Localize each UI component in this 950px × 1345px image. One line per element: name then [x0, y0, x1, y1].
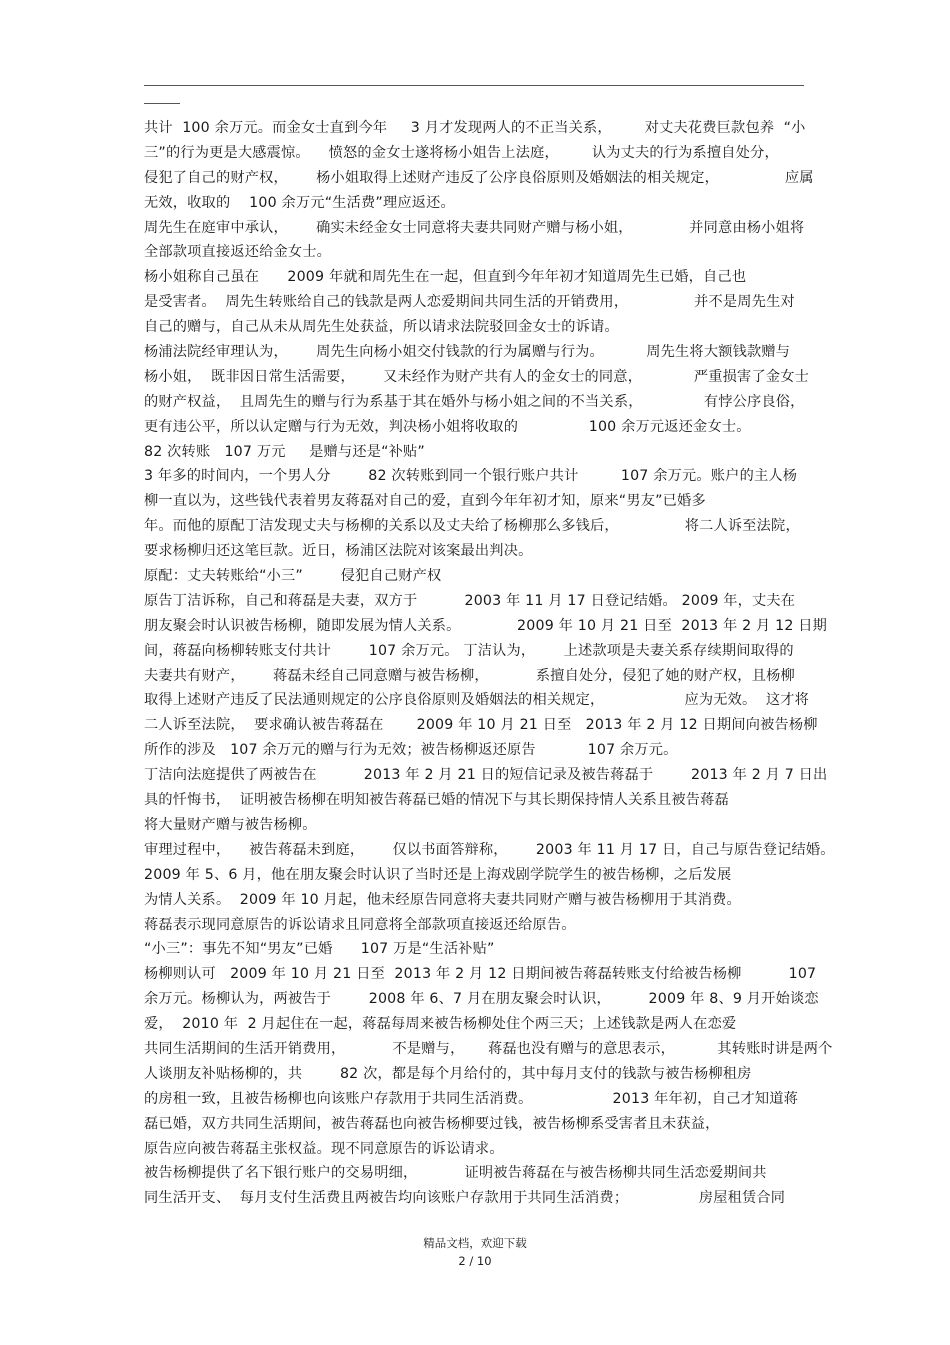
text-line: 全部款项直接返还给金女士。: [144, 244, 332, 261]
header-rule-short: [144, 103, 180, 104]
section-heading: 82 次转账 107 万元 是赠与还是“补贴”: [144, 443, 425, 460]
text-line: 自己的赠与，自己从未从周先生处获益，所以请求法院驳回金女士的诉请。: [144, 319, 619, 336]
text-line: 杨小姐， 既非因日常生活需要， 又未经作为财产共有人的金女士的同意， 严重损害了金女士: [144, 368, 809, 385]
text-line: 二人诉至法院， 要求确认被告蒋磊在 2009 年 10 月 21 日至 2013 年 2 月 12 日期间向被告杨柳: [144, 717, 818, 734]
footer-note: 精品文档，欢迎下载: [423, 1236, 527, 1250]
text-line: 爱， 2010 年 2 月起住在一起，蒋磊每周来被告杨柳处住个两三天；上述钱款是两人在恋爱: [144, 1016, 737, 1033]
text-line: 原告应向被告蒋磊主张权益。现不同意原告的诉讼请求。: [144, 1140, 504, 1157]
text-line: 朋友聚会时认识被告杨柳，随即发展为情人关系。 2009 年 10 月 21 日至 2013 年 2 月 12 日期: [144, 617, 828, 634]
text-line: 夫妻共有财产， 蒋磊未经自己同意赠与被告杨柳， 系擅自处分，侵犯了她的财产权，且杨柳: [144, 667, 795, 684]
text-line: 共同生活期间的生活开销费用， 不是赠与， 蒋磊也没有赠与的意思表示， 其转账时讲是两个: [144, 1040, 833, 1057]
text-line: 是受害者。 周先生转账给自己的钱款是两人恋爱期间共同生活的开销费用， 并不是周先生对: [144, 294, 795, 311]
text-line: 所作的涉及 107 余万元的赠与行为无效；被告杨柳返还原告 107 余万元。: [144, 742, 678, 759]
section-heading: 原配：丈夫转账给“小三” 侵犯自己财产权: [144, 568, 442, 585]
text-line: 具的忏悔书， 证明被告杨柳在明知被告蒋磊已婚的情况下与其长期保持情人关系且被告蒋磊: [144, 792, 729, 809]
text-line: 蒋磊表示现同意原告的诉讼请求且同意将全部款项直接返还给原告。: [144, 916, 576, 933]
text-line: 同生活开支、 每月支付生活费且两被告均向该账户存款用于共同生活消费； 房屋租赁合同: [144, 1190, 786, 1207]
text-line: 杨浦法院经审理认为， 周先生向杨小姐交付钱款的行为属赠与行为。 周先生将大额钱款赠与: [144, 344, 791, 361]
text-line: 3 年多的时间内，一个男人分 82 次转账到同一个银行账户共计 107 余万元。账户的主人杨: [144, 468, 798, 485]
text-line: 三”的行为更是大感震惊。 愤怒的金女士遂将杨小姐告上法庭， 认为丈夫的行为系擅自处分，: [144, 144, 779, 161]
text-line: 人谈朋友补贴杨柳的，共 82 次，都是每个月给付的，其中每月支付的钱款与被告杨柳租房: [144, 1065, 752, 1082]
header-rule: [144, 85, 804, 86]
text-line: 的财产权益， 且周先生的赠与行为系基于其在婚外与杨小姐之间的不当关系， 有悖公序良俗，: [144, 393, 805, 410]
text-line: 余万元。杨柳认为，两被告于 2008 年 6、7 月在朋友聚会时认识， 2009 年 8、9 月开始谈恋: [144, 991, 819, 1008]
text-line: 更有违公平，所以认定赠与行为无效，判决杨小姐将收取的 100 余万元返还金女士。: [144, 418, 751, 435]
text-line: 杨小姐称自己虽在 2009 年就和周先生在一起，但直到今年年初才知道周先生已婚，自己也: [144, 269, 747, 286]
text-line: 要求杨柳归还这笔巨款。近日，杨浦区法院对该案最出判决。: [144, 543, 533, 560]
text-line: 为情人关系。 2009 年 10 月起，他未经原告同意将夫妻共同财产赠与被告杨柳用于其消费。: [144, 891, 741, 908]
section-heading: “小三”：事先不知“男友”已婚 107 万是“生活补贴”: [144, 941, 495, 958]
text-line: 原告丁洁诉称，自己和蒋磊是夫妻，双方于 2003 年 11 月 17 日登记结婚。 2009 年，丈夫在: [144, 592, 796, 609]
text-line: 2009 年 5、6 月，他在朋友聚会时认识了当时还是上海戏剧学院学生的被告杨柳，之后发展: [144, 866, 732, 883]
text-line: 取得上述财产违反了民法通则规定的公序良俗原则及婚姻法的相关规定， 应为无效。 这才将: [144, 692, 809, 709]
page-number: 2 / 10: [458, 1254, 492, 1268]
text-line: 共计 100 余万元。而金女士直到今年 3 月才发现两人的不正当关系， 对丈夫花费巨款包养 “小: [144, 120, 806, 136]
text-line: 将大量财产赠与被告杨柳。: [144, 816, 317, 833]
text-line: 被告杨柳提供了名下银行账户的交易明细， 证明被告蒋磊在与被告杨柳共同生活恋爱期间共: [144, 1165, 767, 1182]
text-line: 年。而他的原配丁洁发现丈夫与杨柳的关系以及丈夫给了杨柳那么多钱后， 将二人诉至法院，: [144, 518, 800, 535]
text-line: 丁洁向法庭提供了两被告在 2013 年 2 月 21 日的短信记录及被告蒋磊于 2013 年 2 月 7 日出: [144, 767, 828, 784]
text-line: 周先生在庭审中承认， 确实未经金女士同意将夫妻共同财产赠与杨小姐， 并同意由杨小姐将: [144, 219, 805, 236]
text-line: 侵犯了自己的财产权， 杨小姐取得上述财产违反了公序良俗原则及婚姻法的相关规定， 应属: [144, 169, 814, 186]
text-line: 的房租一致，且被告杨柳也向该账户存款用于共同生活消费。 2013 年年初，自己才知道蒋: [144, 1090, 799, 1107]
text-line: 审理过程中， 被告蒋磊未到庭， 仅以书面答辩称， 2003 年 11 月 17 日，自己与原告登记结婚。: [144, 841, 835, 858]
text-line: 无效，收取的 100 余万元“生活费”理应返还。: [144, 194, 455, 211]
text-line: 柳一直以为，这些钱代表着男友蒋磊对自己的爱，直到今年年初才知，原来“男友”已婚多: [144, 493, 706, 510]
text-line: 磊已婚，双方共同生活期间，被告蒋磊也向被告杨柳要过钱，被告杨柳系受害者且未获益，: [144, 1115, 720, 1132]
document-body: [144, 116, 835, 1211]
text-line: 杨柳则认可 2009 年 10 月 21 日至 2013 年 2 月 12 日期间被告蒋磊转账支付给被告杨柳 107: [144, 966, 817, 983]
text-line: 间，蒋磊向杨柳转账支付共计 107 余万元。 丁洁认为， 上述款项是夫妻关系存续期间取得的: [144, 642, 794, 659]
